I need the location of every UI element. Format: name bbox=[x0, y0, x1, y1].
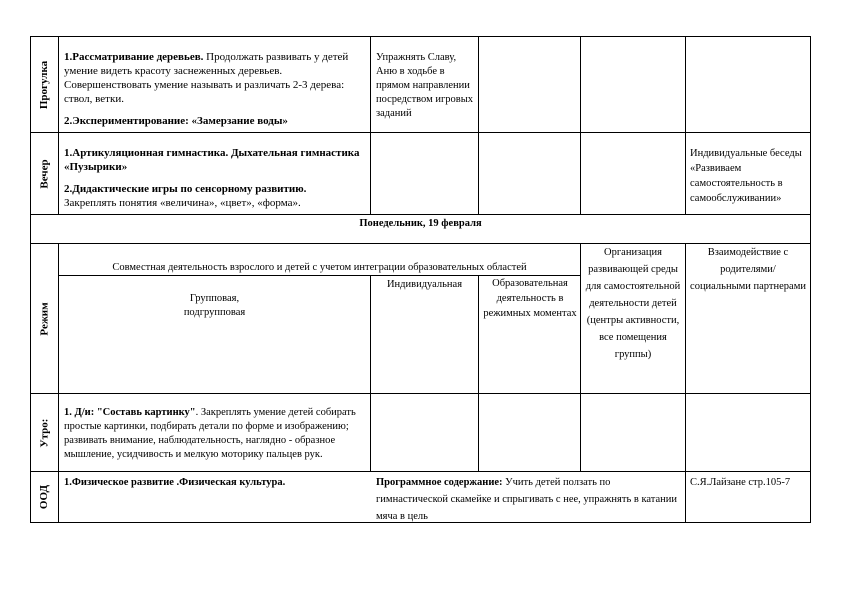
program-text: Учить детей ползать по гимнастической скамейке и спрыгивать с нее, упражнять в катании мяча в цель bbox=[376, 477, 678, 522]
vecher-group-cell bbox=[64, 146, 364, 214]
grid-line bbox=[30, 132, 811, 133]
environment-heading: Организация развивающей среды для самостоятельной деятельности детей (центры активности, все помещения группы) bbox=[585, 247, 681, 360]
program-label: Программное содержание: bbox=[376, 477, 503, 488]
vecher-title-1: 1.Артикуляционная гимнастика. Дыхательная гимнастика «Пузырики» bbox=[64, 147, 360, 173]
grid-line bbox=[30, 36, 811, 37]
regime-heading: Образовательная деятельность в режимных моментах bbox=[483, 278, 577, 319]
progulka-title: 1.Рассматривание деревьев. bbox=[64, 51, 204, 63]
grid-line bbox=[370, 275, 371, 472]
individual-heading: Индивидуальная bbox=[386, 279, 463, 290]
utro-title: 1. Д/и: "Составь картинку" bbox=[64, 407, 196, 418]
grid-line bbox=[685, 243, 686, 523]
utro-group-cell bbox=[64, 406, 366, 471]
ood-group-cell: 1.Физическое развитие .Физическая культура. bbox=[64, 477, 286, 488]
grid-line bbox=[370, 36, 371, 214]
row-label-ood: ООД bbox=[38, 484, 51, 510]
grid-line bbox=[478, 275, 479, 472]
grid-line bbox=[30, 214, 811, 215]
grid-line bbox=[810, 36, 811, 523]
row-label-rezhim: Режим bbox=[38, 301, 51, 336]
row-label-progulka: Прогулка bbox=[38, 60, 51, 109]
row-label-vecher: Вечер bbox=[38, 158, 51, 189]
joint-activity-heading: Совместная деятельность взрослого и детей с учетом интеграции образовательных областей bbox=[112, 262, 527, 273]
progulka-cut-text: 2.Экспериментирование: «Замерзание воды» bbox=[64, 115, 288, 127]
ood-source-cell: С.Я.Лайзане стр.105-7 bbox=[690, 477, 791, 488]
grid-line bbox=[580, 36, 581, 214]
grid-line bbox=[478, 36, 479, 214]
vecher-title-2: 2.Дидактические игры по сенсорному развитию. bbox=[64, 183, 307, 195]
vecher-cut-text: Закреплять понятия «величина», «цвет», «форма». bbox=[64, 197, 301, 209]
progulka-group-cell bbox=[64, 50, 364, 132]
grid-line bbox=[58, 36, 59, 214]
date-heading: Понедельник, 19 февраля bbox=[359, 218, 482, 229]
vecher-parents-cell: Индивидуальные беседы «Развиваем самостоятельность в самообслуживании» bbox=[690, 148, 802, 204]
parents-heading: Взаимодействие с родителями/ социальными партнерами bbox=[690, 247, 806, 292]
grid-line bbox=[30, 471, 811, 472]
group-heading: Групповая, подгрупповая bbox=[183, 293, 246, 318]
progulka-text: Продолжать развивать у детей умение видеть красоту заснеженных деревьев. Совершенствовать умение называть и различать 2-3 дерева: ствол, ветки. bbox=[64, 51, 349, 105]
utro-text: . Закреплять умение детей собирать простые картинки, подбирать детали по форме и изображению; развивать внимание, наблюдательность, наглядно - образное мышление, усидчивость и мелкую моторику пальцев рук. bbox=[64, 407, 356, 460]
row-label-utro: Утро: bbox=[38, 418, 51, 447]
ood-program-cell bbox=[376, 474, 681, 522]
progulka-individual-cell: Упражнять Славу, Аню в ходьбе в прямом направлении посредством игровых заданий bbox=[376, 52, 474, 119]
grid-line bbox=[30, 393, 811, 394]
grid-line bbox=[685, 36, 686, 214]
grid-line bbox=[580, 243, 581, 472]
